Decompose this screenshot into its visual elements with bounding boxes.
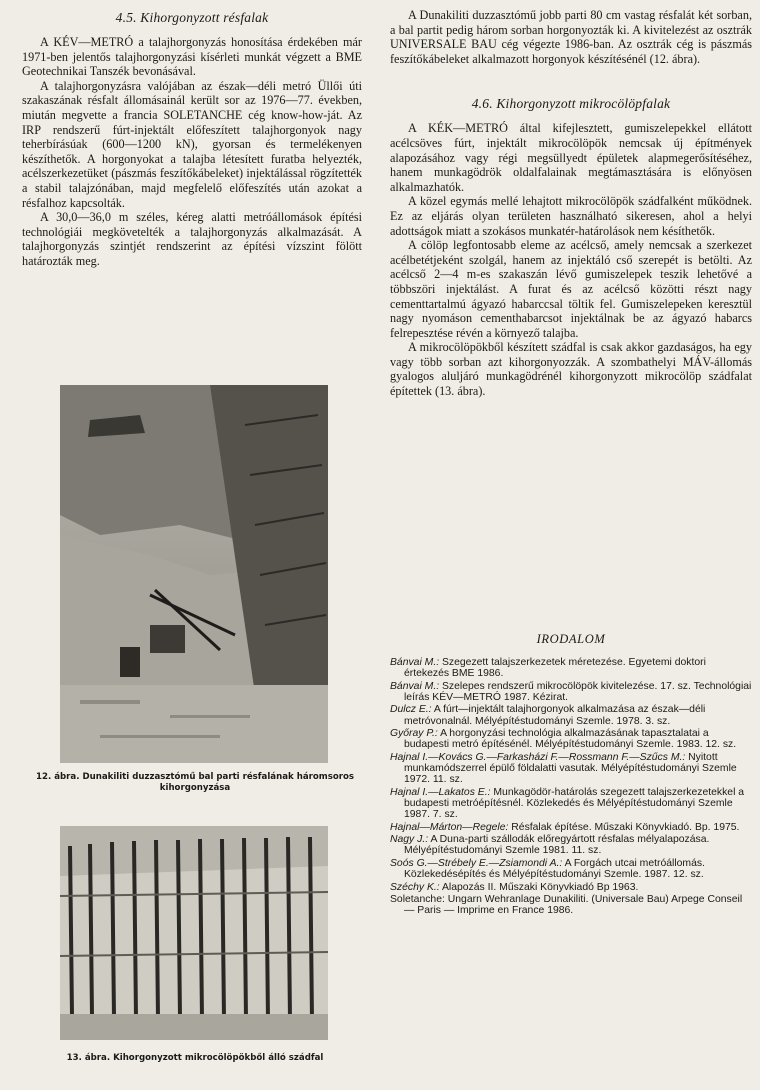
reference-item <box>390 704 752 726</box>
reference-text: Szelepes rendszerű mikrocölöpök kivitelezése. 17. sz. Technológiai leírás KÉV—METRÓ 1987. Kézirat. <box>404 680 752 703</box>
reference-item <box>390 894 752 916</box>
reference-text: Alapozás II. Műszaki Könyvkiadó Bp 1963. <box>439 881 639 893</box>
left-column <box>22 0 362 269</box>
reference-item <box>390 882 752 893</box>
reference-item <box>390 858 752 880</box>
paragraph: A 30,0—36,0 m széles, kéreg alatti metróállomások építési technológiái megkövetelték a talajhorgonyzás alkalmazását. A talajhorgonyzás szintjét rendszerint az építési vízszint fölött határozták meg. <box>22 210 362 268</box>
reference-text: Soletanche: Ungarn Wehranlage Dunakiliti. (Universale Bau) Arpege Conseil — Paris — Imprime en France 1986. <box>390 894 743 917</box>
reference-item <box>390 657 752 679</box>
reference-item <box>390 728 752 750</box>
reference-text: A fúrt—injektált talajhorgonyok alkalmazása az észak—déli metróvonalnál. Mélyépítéstudományi Szemle. 1978. 3. sz. <box>404 704 706 727</box>
paragraph: A KÉV—METRÓ a talajhorgonyzás honosítása érdekében már 1971-ben jelentős talajhorgonyzási kísérleti munkát végzett a BME Geotechnikai Tanszék bevonásával. <box>22 35 362 79</box>
figure-13-caption: 13. ábra. Kihorgonyzott mikrocölöpökből álló szádfal <box>66 1053 324 1063</box>
reference-authors: Nagy J.: <box>390 834 429 846</box>
references-section <box>390 632 752 918</box>
reference-authors: Hajnal I.—Kovács G.—Farkasházi F.—Rossmann F.—Szűcs M.: <box>390 751 686 763</box>
paragraph: A talajhorgonyzásra valójában az észak—déli metró Üllői úti szakaszának résfalt állomásainál került sor az 1976—77. években, miután megvette a francia SOLETANCHE cég know-how-ját. Az IRP rendszerű fúrt-injektált előfeszített talajhorgonyok nagy teherbírásúak (600—1200 kN), gyorsan és termelékenyen készíthetők. A horgonyokat a talajba létesített furatba helyezték, acélszerkezetüket (pászmás feszítőkábeleket) injektálással rögzítették a stabil talajzónában, majd megfelelő előfeszítés után azokat a résfalhoz kapcsolták. <box>22 78 362 210</box>
reference-text: Nyitott munkamódszerrel épülő földalatti vasutak. Mélyépítéstudományi Szemle 1972. 11. sz. <box>404 751 737 786</box>
reference-authors: Soós G.—Strébely E.—Zsiamondi A.: <box>390 857 563 869</box>
reference-authors: Széchy K.: <box>390 881 440 893</box>
reference-authors: Győray P.: <box>390 728 438 740</box>
reference-item <box>390 834 752 856</box>
reference-authors: Hajnal—Márton—Regele: <box>390 821 509 833</box>
reference-authors: Bánvai M.: <box>390 680 440 692</box>
figure-12-caption: 12. ábra. Dunakiliti duzzasztómű bal parti résfalának háromsoros kihorgonyzása <box>36 772 354 793</box>
reference-text: Munkagödör-határolás szegezett talajszerkezetekkel a budapesti metróépítésnél. Közlekedés és Mélyépítéstudományi Szemle 1987. 7. sz. <box>404 786 745 821</box>
reference-text: A horgonyzási technológia alkalmazásának tapasztalatai a budapesti metró építésénél. Mélyépítéstudományi Szemle. 1983. 12. sz. <box>404 728 737 751</box>
reference-item <box>390 752 752 786</box>
section-title-4-5: 4.5. Kihorgonyzott résfalak <box>115 10 269 25</box>
reference-authors: Dulcz E.: <box>390 704 432 716</box>
right-column <box>390 8 752 399</box>
reference-text: A Forgách utcai metróállomás. Közlekedésépítés és Mélyépítéstudományi Szemle. 1987. 12. sz. <box>404 857 705 881</box>
reference-item <box>390 681 752 703</box>
references-title: IRODALOM <box>536 632 606 646</box>
paragraph: A mikrocölöpökből készített szádfal is csak akkor gazdaságos, ha egy vagy több sorban azt kihorgonyozzák. A szombathelyi MÁV-állomás gyalogos aluljáró munkagödrénél kihorgonyzott mikrocölöp szádfalat építettek (13. ábra). <box>390 340 752 399</box>
reference-text: Szegezett talajszerkezetek méretezése. Egyetemi doktori értekezés BME 1986. <box>404 657 706 680</box>
figure-12-photo <box>60 385 328 763</box>
paragraph: A Dunakiliti duzzasztómű jobb parti 80 cm vastag résfalát két sorban, a bal partit pedig három sorban horgonyozták ki. A kivitelezést az osztrák UNIVERSALE BAU cég végezte 1986-ban. Az osztrák cég is pászmás feszítőkábeleket alkalmazott horgonyok készítésénél (12. ábra). <box>390 8 752 66</box>
reference-text: Résfalak építése. Műszaki Könyvkiadó. Bp. 1975. <box>508 821 740 833</box>
paragraph: A közel egymás mellé lehajtott mikrocölöpök szádfalként működnek. Ez az eljárás olyan területen használható sikeresen, ahol a helyi adottságok miatt a szokásos munkatér-határolások nem késíthetők. <box>390 194 752 238</box>
paragraph: A cölöp legfontosabb eleme az acélcső, amely nemcsak a szerkezet acélbetétjeként szolgál, hanem az injektáló cső szerepét is betölti. Az acélcső 2—4 m-es szakaszán lévő gumiszelepek teszik lehetővé a többszöri injektálást. A furat és az acélcső közötti részt nagy cementtartalmú ágyazó habarccsal töltik fel. Gumiszelepeken keresztül nagy nyomáson cementhabarcsot injektálnak be az ágyazó habarcs felrepesztése révén a környező talajba. <box>390 238 752 340</box>
reference-authors: Hajnal I.—Lakatos E.: <box>390 786 491 798</box>
paragraph: A KÉK—METRÓ által kifejlesztett, gumiszelepekkel ellátott acélcsöves fúrt, injektált mikrocölöpök nemcsak új építmények alapozásához vagy régi megsüllyedt épületek alapmegerősítéséhez, hanem munkagödrök oldalfalainak megtámasztására is előnyösen alkalmazhatók. <box>390 121 752 194</box>
section-title-4-6: 4.6. Kihorgonyzott mikrocölöpfalak <box>471 96 671 112</box>
reference-item <box>390 822 752 833</box>
reference-item <box>390 787 752 821</box>
figure-13-photo <box>60 826 328 1040</box>
reference-authors: Bánvai M.: <box>390 657 440 668</box>
reference-text: A Duna-parti szállodák előregyártott résfalas mélyalapozása. Mélyépítéstudományi Szemle 1981. 11. sz. <box>404 834 710 857</box>
